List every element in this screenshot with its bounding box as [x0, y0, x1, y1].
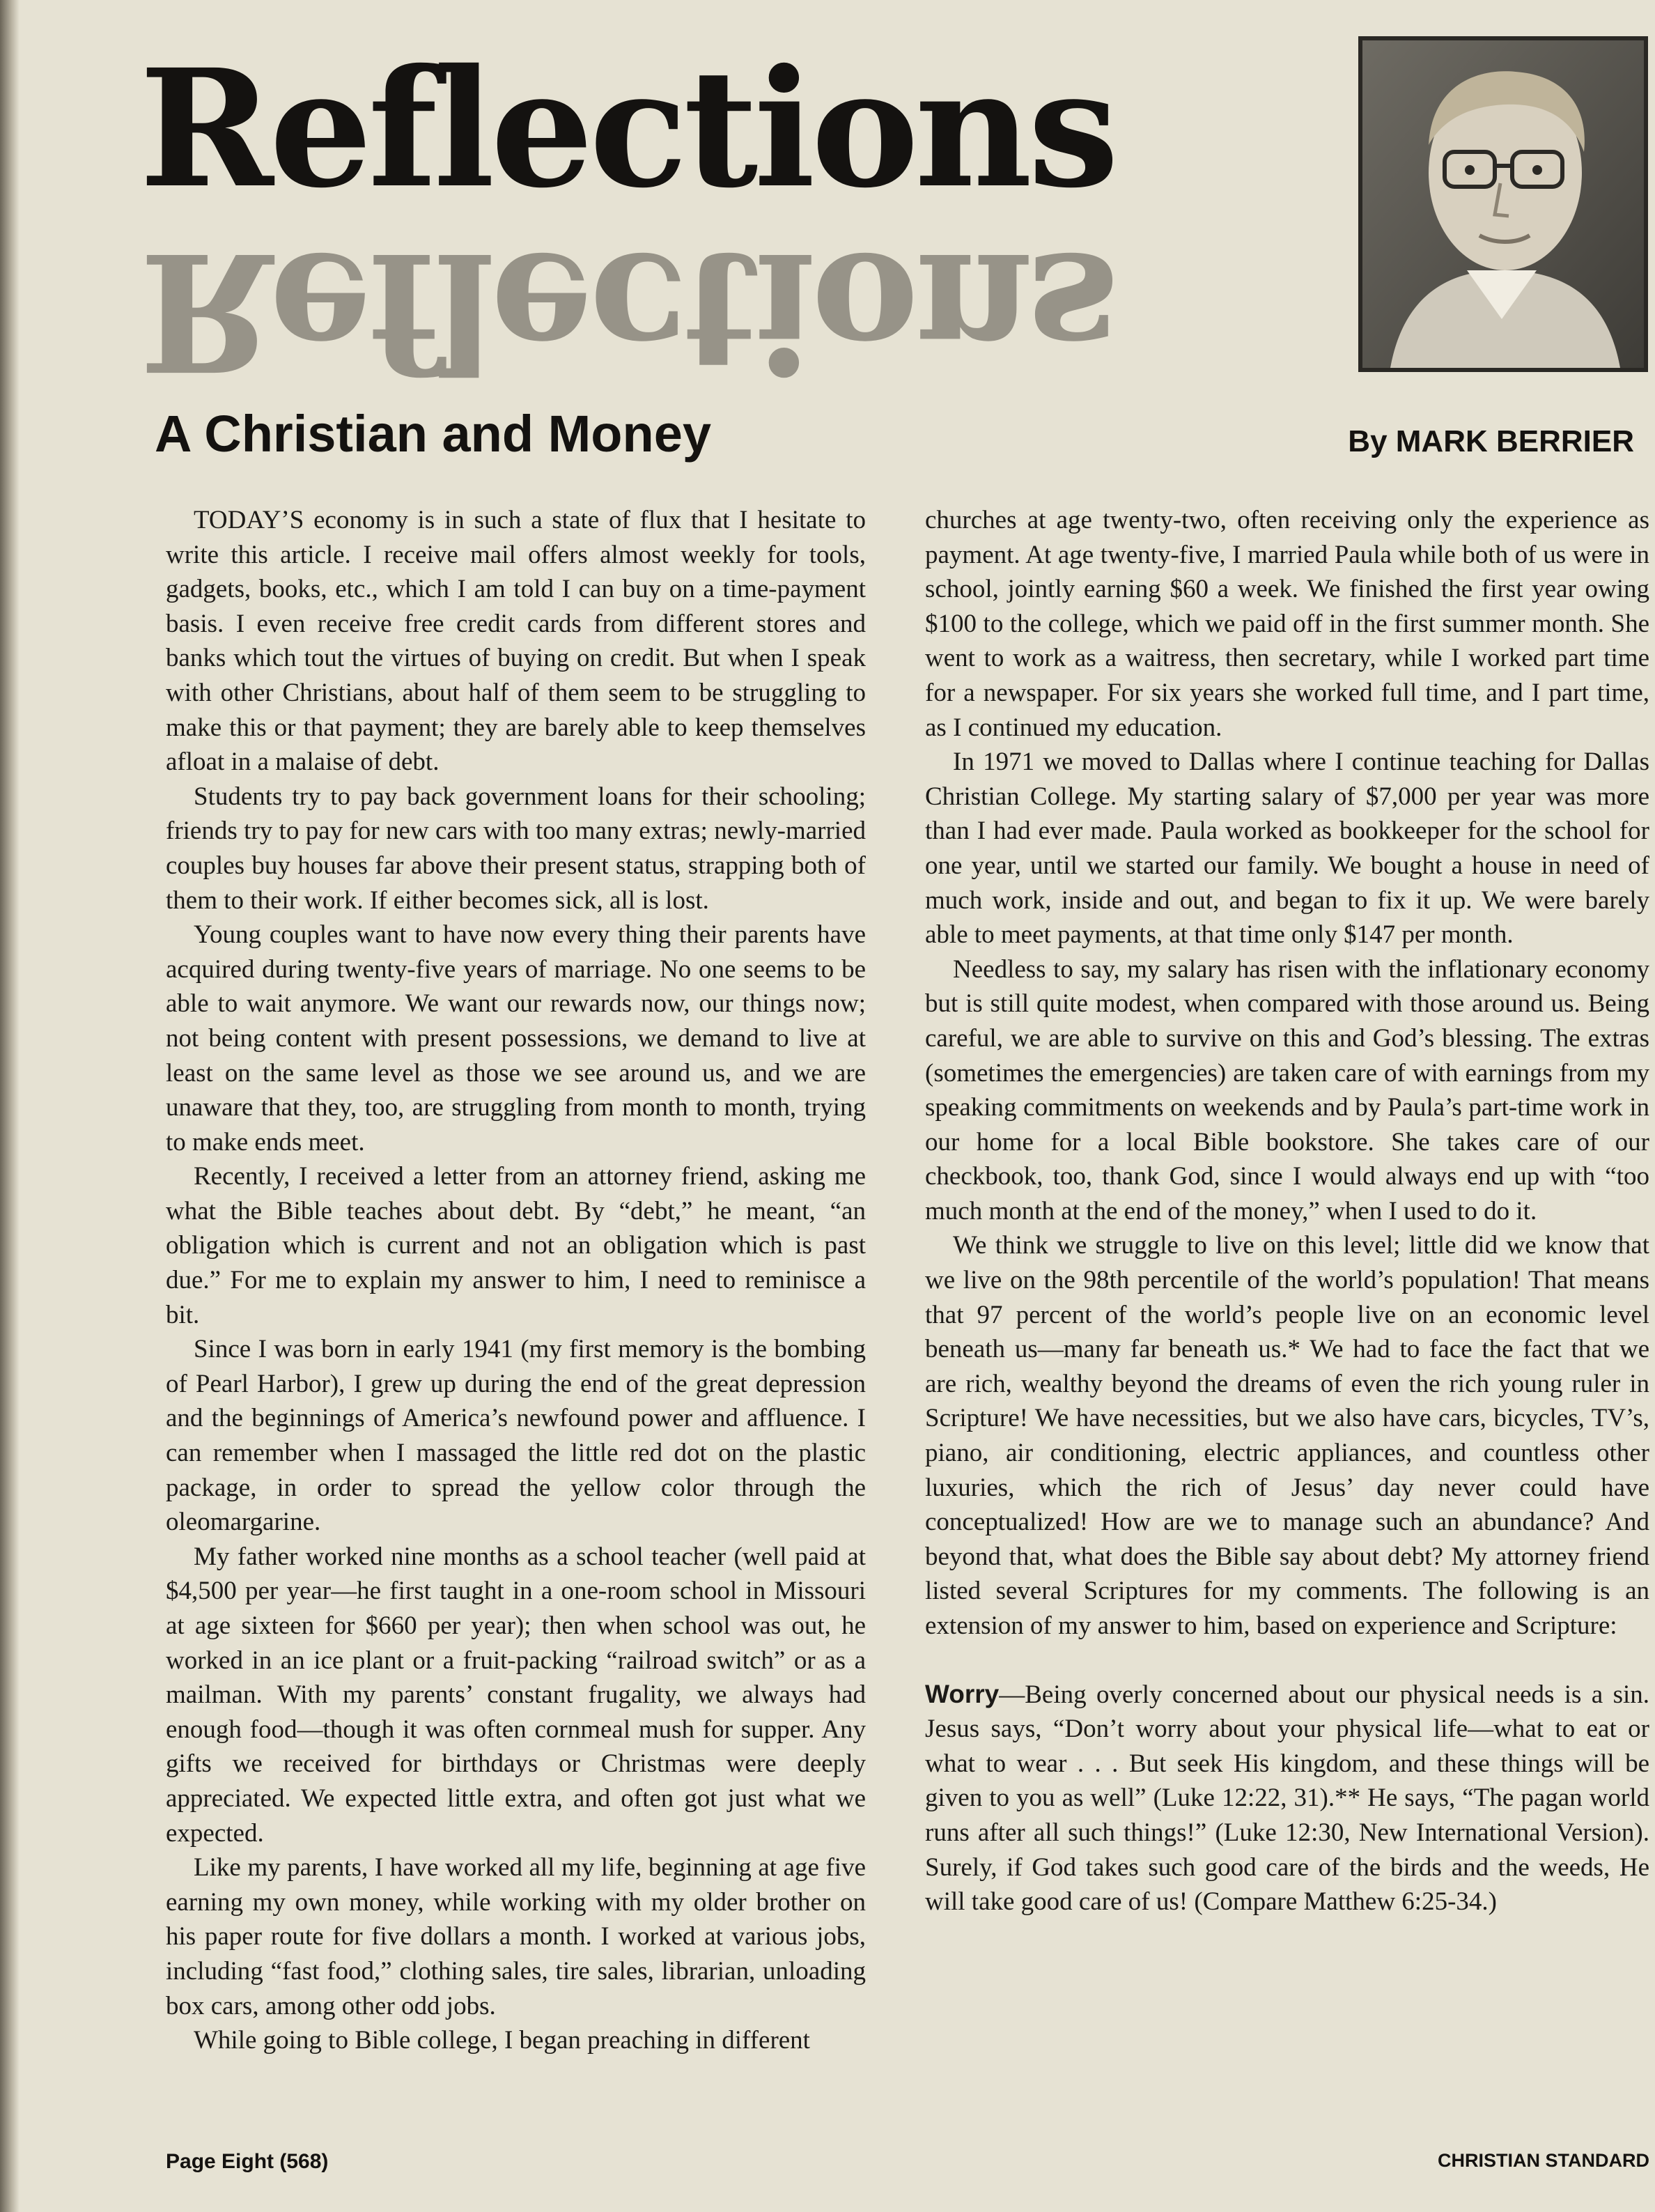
section-text: —Being overly concerned about our physical needs is a sin. Jesus says, “Don’t worry about your physical life—what to eat or what to wear . . . But seek His kingdom, and these things will be given to you as well” (Luke 12:22, 31).** He says, “The pagan world runs after all such things!” (Luke 12:30, New International Version). Surely, if God takes such good care of the birds and the weeds, He will take good care of us! (Compare Matthew 6:25-34.): [925, 1680, 1649, 1917]
paragraph: Recently, I received a letter from an attorney friend, asking me what the Bible teaches about debt. By “debt,” he meant, “an obligation which is current and not an obligation which is past due.” For me to explain my answer to him, I need to reminisce a bit.: [166, 1162, 866, 1329]
masthead-title: Reflections: [139, 33, 1115, 224]
paragraph: Students try to pay back government loans for their schooling; friends try to pay for new cars with too many extras; newly-married couples buy houses far above their present status, strapping both of them to their work. If either becomes sick, all is lost.: [166, 782, 866, 915]
section-worry: [925, 1677, 1649, 1919]
paragraph: TODAY’S economy is in such a state of flux that I hesitate to write this article. I receive mail offers almost weekly for tools, gadgets, books, etc., which I am told I can buy on a time-payment basis. I even receive free credit cards from different stores and banks which tout the virtues of buying on credit. But when I speak with other Christians, about half of them seem to be struggling to make this or that payment; they are barely able to keep themselves afloat in a malaise of debt.: [166, 506, 866, 777]
article-column-left: [166, 503, 866, 2058]
paragraph: We think we struggle to live on this level; little did we know that we live on the 98th percentile of the world’s population! That means that 97 percent of the world’s people live on an economic level beneath us—many far beneath us.* We had to face the fact that we are rich, wealthy beyond the dreams of even the rich young ruler in Scripture! We have necessities, but we also have cars, bicycles, TV’s, piano, air conditioning, electric appliances, and countless other luxuries, which the rich of Jesus’ day never could have conceptualized! How are we to manage such an abundance? And beyond that, what does the Bible say about debt? My attorney friend listed several Scriptures for my comments. The following is an extension of my answer to him, based on experience and Scripture:: [925, 1231, 1649, 1640]
author-portrait: [1358, 36, 1648, 372]
page-number: Page Eight (568): [166, 2150, 329, 2173]
paragraph: My father worked nine months as a school teacher (well paid at $4,500 per year—he first taught in a one-room school in Missouri at age sixteen for $660 per year); then when school was out, he worked in an ice plant or a fruit-packing “railroad switch” or as a mailman. With my parents’ constant frugality, we always had enough food—though it was often cornmeal mush for supper. Any gifts we received for birthdays or Christmas were deeply appreciated. We expected little extra, and often got just what we expected.: [166, 1542, 866, 1848]
paragraph: churches at age twenty-two, often receiving only the experience as payment. At age twenty-five, I married Paula while both of us were in school, jointly earning $60 a week. We finished the first year owing $100 to the college, which we paid off in the first summer month. She went to work as a waitress, then secretary, while I worked part time for a newspaper. For six years she worked full time, and I part time, as I continued my education.: [925, 506, 1649, 742]
section-heading: Worry: [925, 1679, 1000, 1708]
article-column-right: [925, 503, 1649, 1919]
paragraph: Like my parents, I have worked all my life, beginning at age five earning my own money, while working with my older brother on his paper route for five dollars a month. I worked at various jobs, including “fast food,” clothing sales, tire sales, librarian, unloading box cars, among other odd jobs.: [166, 1853, 866, 2020]
publication-name: CHRISTIAN STANDARD: [1438, 2150, 1649, 2171]
paragraph: Since I was born in early 1941 (my first memory is the bombing of Pearl Harbor), I grew up during the end of the great depression and the beginnings of America’s newfound power and affluence. I can remember when I massaged the little red dot on the plastic package, in order to spread the yellow color through the oleomargarine.: [166, 1335, 866, 1537]
masthead: [139, 33, 1323, 407]
paragraph: In 1971 we moved to Dallas where I continue teaching for Dallas Christian College. My starting salary of $7,000 per year was more than I had ever made. Paula worked as bookkeeper for the school for one year, until we started our family. We bought a house in need of much work, inside and out, and began to fix it up. We were barely able to meet payments, at that time only $147 per month.: [925, 748, 1649, 950]
paragraph: Young couples want to have now every thing their parents have acquired during twenty-five years of marriage. No one seems to be able to wait anymore. We want our rewards now, our things now; not being content with present possessions, we demand to live at least on the same level as those we see around us, and we are unaware that they, too, are struggling from month to month, trying to make ends meet.: [166, 920, 866, 1157]
page-binding-edge: [0, 0, 20, 2212]
paragraph: Needless to say, my salary has risen with the inflationary economy but is still quite modest, when compared with those around us. Being careful, we are able to survive on this and God’s blessing. The extras (sometimes the emergencies) are taken care of with earnings from my speaking commitments on weekends and by Paula’s part-time work in our home for a local Bible bookstore. She takes care of our checkbook, too, thank God, since I would always end up with “too much month at the end of the money,” when I used to do it.: [925, 954, 1649, 1225]
article-title: A Christian and Money: [155, 405, 712, 463]
masthead-title-reflection: Reflections: [139, 217, 1115, 407]
byline: By MARK BERRIER: [1348, 424, 1634, 458]
author-portrait-image: [1362, 40, 1644, 368]
paragraph: While going to Bible college, I began preaching in different: [194, 2026, 810, 2055]
